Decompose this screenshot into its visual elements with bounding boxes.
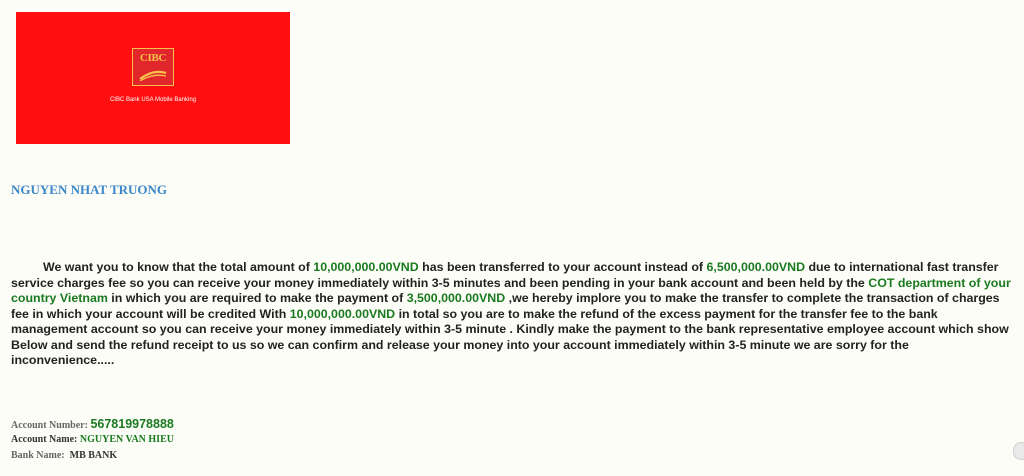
message-text-6: in total so you are to make the refund of the excess payment for the transfer fee to the bank management account so you can receive your money immediately within 3-5 minute . Kindly make the payment to the bank representative employee account which show Below and send the refund receipt to us so we can confirm and release your money into your account immediately within 3-5 minute we are sorry for the inconvenience..... — [11, 306, 1009, 367]
logo-text: CIBC — [139, 52, 167, 64]
bank-name-row — [11, 450, 117, 461]
logo-swoosh-icon — [138, 69, 168, 81]
message-text-4: in which you are required to make the payment of — [107, 291, 407, 305]
message-text-2: has been transferred to your account instead of — [418, 260, 707, 274]
message-text-1: We want you to know that the total amount of — [43, 260, 314, 274]
bank-name-label: Bank Name: — [11, 450, 70, 461]
message-body — [11, 260, 1011, 369]
amount-credited: 10,000,000.00VND — [289, 306, 396, 321]
account-name-row — [11, 434, 174, 445]
account-name-value: NGUYEN VAN HIEU — [79, 434, 174, 445]
department-name: COT department of your country Vietnam — [11, 275, 1011, 305]
message-text-5: ,we hereby implore you to make the transfer to complete the transaction of charges fee in which your account will be credited With — [11, 291, 1000, 321]
account-name-label: Account Name: — [11, 434, 80, 445]
account-number-label: Account Number: — [11, 420, 91, 431]
amount-expected: 6,500,000.00VND — [706, 260, 806, 274]
recipient-name: NGUYEN NHAT TRUONG — [11, 182, 168, 197]
message-text-3: due to international fast transfer service charges fee so you can receive your money immediately within 3-5 minutes and been pending in your bank account and been held by the — [11, 260, 999, 290]
scroll-handle[interactable] — [1013, 442, 1024, 460]
bank-name-value: MB BANK — [69, 450, 118, 461]
banner-caption: CIBC Bank USA Mobile Banking — [109, 97, 197, 103]
account-number-row — [11, 417, 174, 431]
bank-banner — [16, 12, 290, 144]
amount-fee: 3,500,000.00VND — [406, 291, 506, 305]
cibc-logo — [132, 48, 174, 86]
account-number-value: 567819978888 — [90, 417, 174, 431]
amount-total: 10,000,000.00VND — [313, 260, 419, 274]
